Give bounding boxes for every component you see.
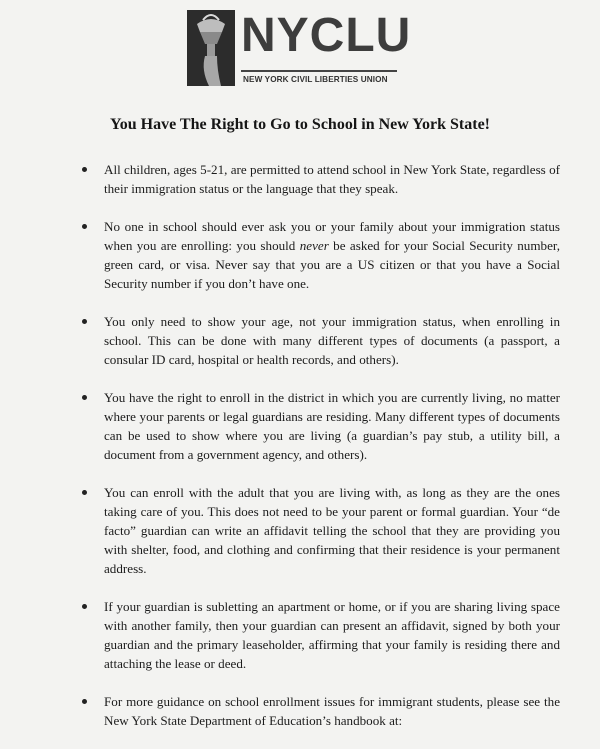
bullet-dot [82, 395, 87, 400]
logo-subtitle: NEW YORK CIVIL LIBERTIES UNION [243, 75, 388, 84]
text-part-before: No one in school should ever ask you or your family about your immigration status when you are enrolling: you should [104, 219, 560, 253]
list-item [82, 217, 560, 293]
list-item-text: For more guidance on school enrollment issues for immigrant students, please see the New York State Department of Education’s handbook at: [104, 694, 560, 728]
list-item [82, 388, 560, 464]
logo-wordmark: NYCLU [241, 9, 412, 62]
bullet-dot [82, 490, 87, 495]
list-item-text: You only need to show your age, not your immigration status, when enrolling in school. This can be done with many different types of documents (a passport, a consular ID card, hospital or health records, and others). [104, 314, 560, 367]
list-item [82, 312, 560, 369]
list-item [82, 160, 560, 198]
bullet-dot [82, 319, 87, 324]
list-item [82, 483, 560, 578]
nyclu-logo [187, 9, 412, 88]
emphasis-never: never [299, 238, 329, 253]
torch-icon [187, 10, 235, 86]
bullet-dot [82, 224, 87, 229]
page-title: You Have The Right to Go to School in New York State! [109, 116, 490, 133]
bullet-dot [82, 167, 87, 172]
list-item-text: You have the right to enroll in the district in which you are currently living, no matter where your parents or legal guardians are residing. Many different types of documents can be used to show where you are living (a guardian’s pay stub, a utility bill, a document from a government agency, and others). [104, 390, 560, 462]
list-item [82, 692, 560, 730]
text-part-after: be asked for your Social Security number, green card, or visa. Never say that you are a US citizen or that you have a Social Security number if you don’t have one. [104, 238, 560, 291]
list-item-text: If your guardian is subletting an apartment or home, or if you are sharing living space with another family, then your guardian can present an affidavit, signed by both your guardian and the primary leaseholder, affirming that your family is residing there and attaching the lease or deed. [104, 599, 560, 671]
rights-list [82, 160, 560, 749]
bullet-dot [82, 699, 87, 704]
list-item-text [104, 217, 560, 293]
logo-divider [241, 70, 397, 72]
list-item-text: All children, ages 5-21, are permitted to attend school in New York State, regardless of their immigration status or the language that they speak. [104, 162, 560, 196]
list-item [82, 597, 560, 673]
list-item-text: You can enroll with the adult that you are living with, as long as they are the ones taking care of you. This does not need to be your parent or formal guardian. Your “de facto” guardian can write an affidavit telling the school that they are providing you with shelter, food, and clothing and confirming that their residence is your permanent address. [104, 485, 560, 576]
bullet-dot [82, 604, 87, 609]
